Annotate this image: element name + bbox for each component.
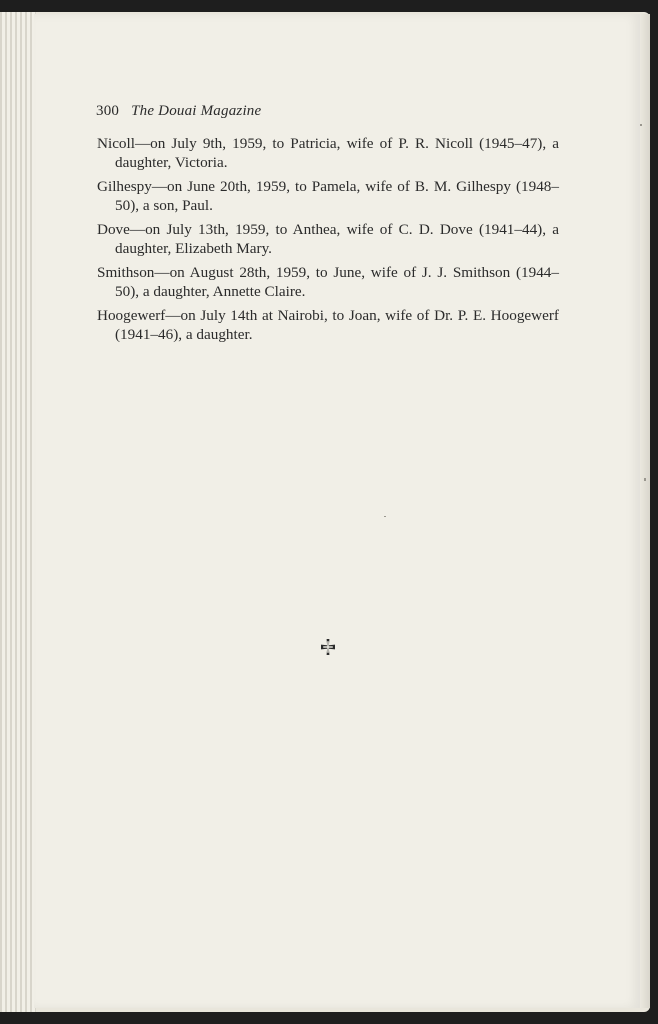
magazine-title: The Douai Magazine [131,103,262,119]
running-head [96,103,261,120]
paper-speck [640,124,642,126]
page-edges [0,12,36,1012]
paper-speck [384,516,386,517]
announcement-entry: Hoogewerf—on July 14th at Nairobi, to Joan, wife of Dr. P. E. Hoogewerf (1941–46), a daughter. [97,307,559,343]
announcement-entry: Nicoll—on July 9th, 1959, to Patricia, wife of P. R. Nicoll (1945–47), a daughter, Victoria. [97,135,559,171]
birth-announcements [97,134,559,349]
announcement-entry: Smithson—on August 28th, 1959, to June, wife of J. J. Smithson (1944–50), a daughter, Annette Claire. [97,264,559,300]
cross-pattee-icon [320,639,336,655]
announcement-entry: Dove—on July 13th, 1959, to Anthea, wife of C. D. Dove (1941–44), a daughter, Elizabeth Mary. [97,221,559,257]
page-gutter-shade [640,14,650,1008]
page-number: 300 [96,103,120,119]
announcement-entry: Gilhespy—on June 20th, 1959, to Pamela, wife of B. M. Gilhespy (1948–50), a son, Paul. [97,178,559,214]
paper-speck [644,478,646,481]
